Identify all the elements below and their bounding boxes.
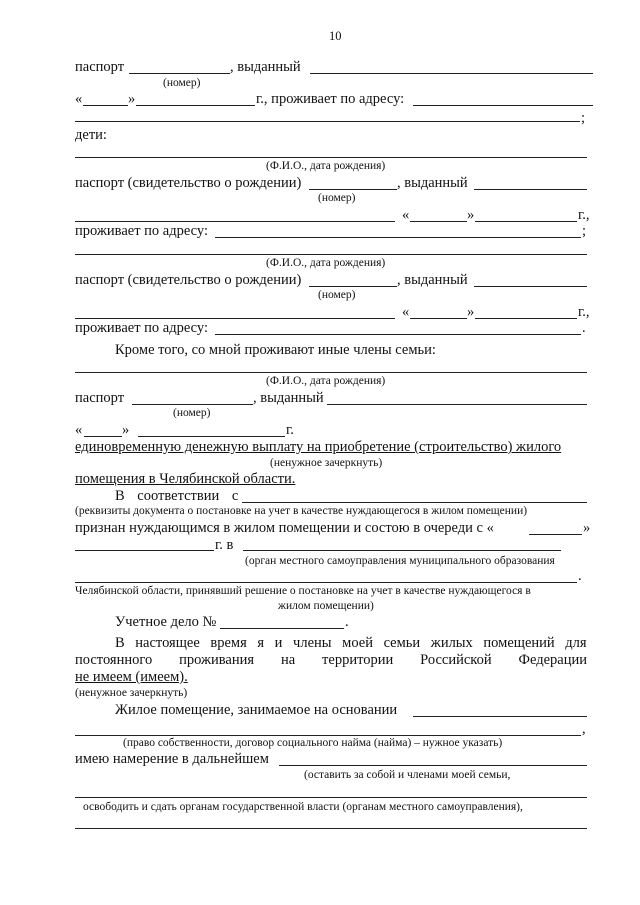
child1-doc-label: паспорт (свидетельство о рождении) <box>75 175 302 191</box>
passport-number-line[interactable] <box>129 73 230 74</box>
present-word: на <box>280 652 296 668</box>
child2-issued-line-2[interactable] <box>75 318 395 319</box>
accordance-prefix: В соответствии с <box>115 488 239 504</box>
date-month-line[interactable] <box>136 105 255 106</box>
record-label: Учетное дело № <box>115 614 217 630</box>
present-word: территории <box>322 652 394 668</box>
child2-address-label: проживает по адресу: <box>75 320 208 336</box>
child1-fio-hint: (Ф.И.О., дата рождения) <box>266 160 386 172</box>
period: . <box>582 320 586 336</box>
child1-address-line[interactable] <box>215 237 581 238</box>
address-line-2[interactable] <box>75 121 580 122</box>
member-passport-label: паспорт <box>75 390 125 406</box>
number-hint: (номер) <box>163 77 201 89</box>
organ-hint-2b: жилом помещении) <box>278 600 374 612</box>
member-number-hint: (номер) <box>173 407 211 419</box>
member-fio-hint: (Ф.И.О., дата рождения) <box>266 375 386 387</box>
dwelling-label: Жилое помещение, занимаемое на основании <box>115 702 398 718</box>
period: . <box>345 614 349 630</box>
member-fio-line[interactable] <box>75 372 587 373</box>
quote-open: « <box>75 91 83 107</box>
child1-issued-line-2[interactable] <box>75 221 395 222</box>
child1-date-month-line[interactable] <box>475 221 577 222</box>
intent-line[interactable] <box>279 765 587 766</box>
record-number-line[interactable] <box>220 628 344 629</box>
present-line-1: В настоящее время я и члены моей семьи жилых помещений для <box>115 635 587 651</box>
issued-by-line[interactable] <box>310 73 593 74</box>
date-day-line[interactable] <box>83 105 128 106</box>
year-label: г., <box>578 304 590 320</box>
quote-open: « <box>402 207 410 223</box>
present-word: Российской <box>420 652 492 668</box>
organ-line[interactable] <box>243 550 561 551</box>
child2-address-line[interactable] <box>215 334 581 335</box>
child2-doc-label: паспорт (свидетельство о рождении) <box>75 272 302 288</box>
payment-line-1: единовременную денежную выплату на приобретение (строительство) жилого <box>75 439 562 455</box>
organ-line-2[interactable] <box>75 582 577 583</box>
quote-close: » <box>467 207 475 223</box>
dwelling-basis-line[interactable] <box>413 716 587 717</box>
recognized-text: признан нуждающимся в жилом помещении и состою в очереди с « <box>75 520 494 536</box>
child1-number-hint: (номер) <box>318 192 356 204</box>
present-word: постоянного <box>75 652 153 668</box>
child1-fio-line[interactable] <box>75 157 587 158</box>
child1-address-label: проживает по адресу: <box>75 223 208 239</box>
quote-close: » <box>467 304 475 320</box>
accordance-document-line[interactable] <box>242 502 587 503</box>
dwelling-basis-line-2[interactable] <box>75 735 581 736</box>
page-number: 10 <box>329 29 342 43</box>
member-issued-label: , выданный <box>253 390 324 406</box>
address-line-1[interactable] <box>413 105 593 106</box>
present-hint: (ненужное зачеркнуть) <box>75 687 188 699</box>
organ-hint-2a: Челябинской области, принявший решение о постановке на учет в качестве нуждающегося в <box>75 585 531 597</box>
queue-month-line[interactable] <box>75 550 214 551</box>
child2-fio-hint: (Ф.И.О., дата рождения) <box>266 257 386 269</box>
child1-date-day-line[interactable] <box>410 221 467 222</box>
quote-open: « <box>402 304 410 320</box>
semicolon: ; <box>581 110 586 126</box>
children-label: дети: <box>75 127 107 143</box>
payment-line-2: помещения в Челябинской области. <box>75 471 296 487</box>
semicolon: ; <box>582 223 587 239</box>
child2-issued-line[interactable] <box>474 286 587 287</box>
queue-date-line[interactable] <box>529 534 582 535</box>
present-line-3: не имеем (имеем). <box>75 669 188 685</box>
year-in-label: г. в <box>215 537 234 553</box>
payment-hint: (ненужное зачеркнуть) <box>270 457 383 469</box>
present-word: Федерации <box>518 652 587 668</box>
issued-label: , выданный <box>230 59 301 75</box>
family-intro: Кроме того, со мной проживают иные члены семьи: <box>115 342 436 358</box>
quote-open: « <box>75 422 83 438</box>
intent-hint: (оставить за собой и членами моей семьи, <box>304 769 511 781</box>
member-issued-line[interactable] <box>327 404 587 405</box>
organ-hint: (орган местного самоуправления муниципального образования <box>245 555 555 567</box>
child1-issued-label: , выданный <box>397 175 468 191</box>
intent-label: имею намерение в дальнейшем <box>75 751 269 767</box>
accordance-hint: (реквизиты документа о постановке на учет в качестве нуждающегося в жилом помещении) <box>75 505 528 517</box>
child2-date-day-line[interactable] <box>410 318 467 319</box>
comma: , <box>582 721 586 737</box>
present-word: проживания <box>179 652 255 668</box>
intent-line-2[interactable] <box>75 797 587 798</box>
child2-date-month-line[interactable] <box>475 318 577 319</box>
passport-label: паспорт <box>75 59 125 75</box>
child1-doc-number-line[interactable] <box>309 189 397 190</box>
child2-doc-number-line[interactable] <box>309 286 397 287</box>
member-date-day-line[interactable] <box>84 436 122 437</box>
year-address-label: г., проживает по адресу: <box>256 91 405 107</box>
child2-issued-label: , выданный <box>397 272 468 288</box>
dwelling-hint: (право собственности, договор социального найма (найма) – нужное указать) <box>123 737 503 749</box>
intent-line-3[interactable] <box>75 828 587 829</box>
quote-close: » <box>583 520 591 536</box>
period: . <box>578 568 582 584</box>
quote-close: » <box>122 422 130 438</box>
year-label: г., <box>578 207 590 223</box>
child2-fio-line[interactable] <box>75 254 587 255</box>
quote-close: » <box>128 91 136 107</box>
present-line-2 <box>75 653 587 668</box>
child1-issued-line[interactable] <box>474 189 587 190</box>
year-label: г. <box>286 422 294 438</box>
child2-number-hint: (номер) <box>318 289 356 301</box>
member-date-month-line[interactable] <box>138 436 285 437</box>
release-hint: освободить и сдать органам государственной власти (органам местного самоуправления), <box>83 801 523 813</box>
member-passport-number-line[interactable] <box>132 404 253 405</box>
